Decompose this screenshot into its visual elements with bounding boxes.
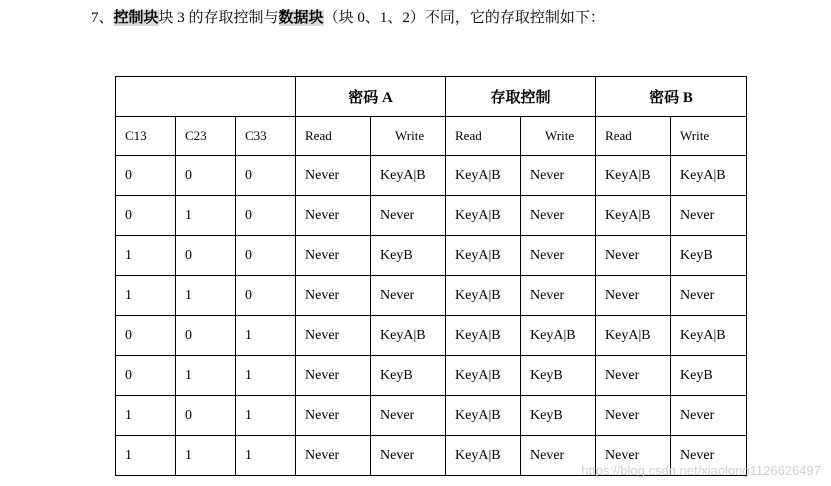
subheader-access-write: Write bbox=[521, 117, 596, 156]
cell-key-b-read: KeyA|B bbox=[596, 156, 671, 196]
cell-c23: 1 bbox=[176, 436, 236, 476]
subheader-c33: C33 bbox=[236, 117, 296, 156]
table-row bbox=[116, 356, 747, 396]
cell-key-a-write: Never bbox=[371, 396, 446, 436]
cell-access-write: Never bbox=[521, 276, 596, 316]
subheader-c13: C13 bbox=[116, 117, 176, 156]
cell-access-write: Never bbox=[521, 156, 596, 196]
subheader-key-a-read: Read bbox=[296, 117, 371, 156]
group-header-row bbox=[116, 77, 747, 117]
cell-c33: 1 bbox=[236, 396, 296, 436]
table-row bbox=[116, 396, 747, 436]
cell-key-b-read: KeyA|B bbox=[596, 316, 671, 356]
cell-c23: 1 bbox=[176, 196, 236, 236]
cell-access-write: KeyB bbox=[521, 396, 596, 436]
cell-c13: 1 bbox=[116, 276, 176, 316]
cell-access-write: KeyB bbox=[521, 356, 596, 396]
cell-access-read: KeyA|B bbox=[446, 196, 521, 236]
cell-c13: 1 bbox=[116, 396, 176, 436]
cell-c13: 1 bbox=[116, 436, 176, 476]
cell-c13: 1 bbox=[116, 236, 176, 276]
cell-key-b-write: KeyA|B bbox=[671, 316, 747, 356]
cell-c23: 1 bbox=[176, 356, 236, 396]
cell-c33: 0 bbox=[236, 276, 296, 316]
table-row bbox=[116, 276, 747, 316]
group-header-empty bbox=[116, 77, 296, 117]
subheader-access-read: Read bbox=[446, 117, 521, 156]
cell-access-read: KeyA|B bbox=[446, 356, 521, 396]
cell-access-read: KeyA|B bbox=[446, 236, 521, 276]
cell-access-write: Never bbox=[521, 196, 596, 236]
cell-c23: 1 bbox=[176, 276, 236, 316]
cell-key-b-write: Never bbox=[671, 196, 747, 236]
heading-term-data-block: 数据块 bbox=[278, 10, 324, 26]
group-header-key-b: 密码 B bbox=[596, 77, 747, 117]
cell-key-b-read: KeyA|B bbox=[596, 196, 671, 236]
cell-access-read: KeyA|B bbox=[446, 316, 521, 356]
cell-key-a-read: Never bbox=[296, 156, 371, 196]
cell-c33: 1 bbox=[236, 316, 296, 356]
cell-key-a-write: KeyB bbox=[371, 356, 446, 396]
cell-access-read: KeyA|B bbox=[446, 436, 521, 476]
cell-key-a-read: Never bbox=[296, 276, 371, 316]
heading-middle: 块 3 的存取控制与 bbox=[158, 10, 279, 26]
cell-key-a-write: KeyA|B bbox=[371, 316, 446, 356]
cell-key-b-write: Never bbox=[671, 396, 747, 436]
cell-key-b-read: Never bbox=[596, 276, 671, 316]
table-row bbox=[116, 316, 747, 356]
cell-access-write: KeyA|B bbox=[521, 316, 596, 356]
cell-c33: 0 bbox=[236, 196, 296, 236]
cell-key-a-read: Never bbox=[296, 196, 371, 236]
cell-c33: 0 bbox=[236, 236, 296, 276]
cell-key-a-write: Never bbox=[371, 276, 446, 316]
cell-key-b-read: Never bbox=[596, 396, 671, 436]
cell-c13: 0 bbox=[116, 356, 176, 396]
cell-key-a-read: Never bbox=[296, 236, 371, 276]
cell-access-read: KeyA|B bbox=[446, 276, 521, 316]
cell-key-b-write: KeyB bbox=[671, 236, 747, 276]
cell-c33: 0 bbox=[236, 156, 296, 196]
cell-key-b-write: Never bbox=[671, 276, 747, 316]
cell-c13: 0 bbox=[116, 196, 176, 236]
cell-access-read: KeyA|B bbox=[446, 396, 521, 436]
cell-access-write: Never bbox=[521, 236, 596, 276]
subheader-key-b-write: Write bbox=[671, 117, 747, 156]
cell-key-a-write: Never bbox=[371, 436, 446, 476]
cell-c23: 0 bbox=[176, 316, 236, 356]
cell-key-a-read: Never bbox=[296, 436, 371, 476]
cell-c13: 0 bbox=[116, 156, 176, 196]
subheader-c23: C23 bbox=[176, 117, 236, 156]
cell-key-a-read: Never bbox=[296, 316, 371, 356]
subheader-key-b-read: Read bbox=[596, 117, 671, 156]
watermark: https://blog.csdn.net/xiaolong1126626497 bbox=[581, 463, 821, 478]
cell-access-write: Never bbox=[521, 436, 596, 476]
cell-key-b-write: KeyA|B bbox=[671, 156, 747, 196]
cell-c33: 1 bbox=[236, 436, 296, 476]
cell-c23: 0 bbox=[176, 236, 236, 276]
cell-key-b-write: KeyB bbox=[671, 356, 747, 396]
cell-key-a-read: Never bbox=[296, 356, 371, 396]
cell-c23: 0 bbox=[176, 156, 236, 196]
cell-c23: 0 bbox=[176, 396, 236, 436]
cell-key-b-read: Never bbox=[596, 436, 671, 476]
cell-key-a-read: Never bbox=[296, 396, 371, 436]
heading-term-control-block: 控制块 bbox=[113, 10, 159, 26]
heading-prefix: 7、 bbox=[91, 10, 114, 26]
cell-key-b-write: Never bbox=[671, 436, 747, 476]
cell-access-read: KeyA|B bbox=[446, 156, 521, 196]
cell-c13: 0 bbox=[116, 316, 176, 356]
group-header-key-a: 密码 A bbox=[296, 77, 446, 117]
cell-key-b-read: Never bbox=[596, 236, 671, 276]
heading-suffix: （块 0、1、2）不同，它的存取控制如下： bbox=[323, 10, 605, 26]
cell-c33: 1 bbox=[236, 356, 296, 396]
subheader-key-a-write: Write bbox=[371, 117, 446, 156]
table-row bbox=[116, 236, 747, 276]
cell-key-b-read: Never bbox=[596, 356, 671, 396]
subheader-row bbox=[116, 117, 747, 156]
cell-key-a-write: Never bbox=[371, 196, 446, 236]
cell-key-a-write: KeyA|B bbox=[371, 156, 446, 196]
table-row bbox=[116, 196, 747, 236]
access-control-table bbox=[115, 76, 747, 476]
group-header-access-control: 存取控制 bbox=[446, 77, 596, 117]
table-row bbox=[116, 156, 747, 196]
section-heading bbox=[91, 7, 605, 29]
cell-key-a-write: KeyB bbox=[371, 236, 446, 276]
